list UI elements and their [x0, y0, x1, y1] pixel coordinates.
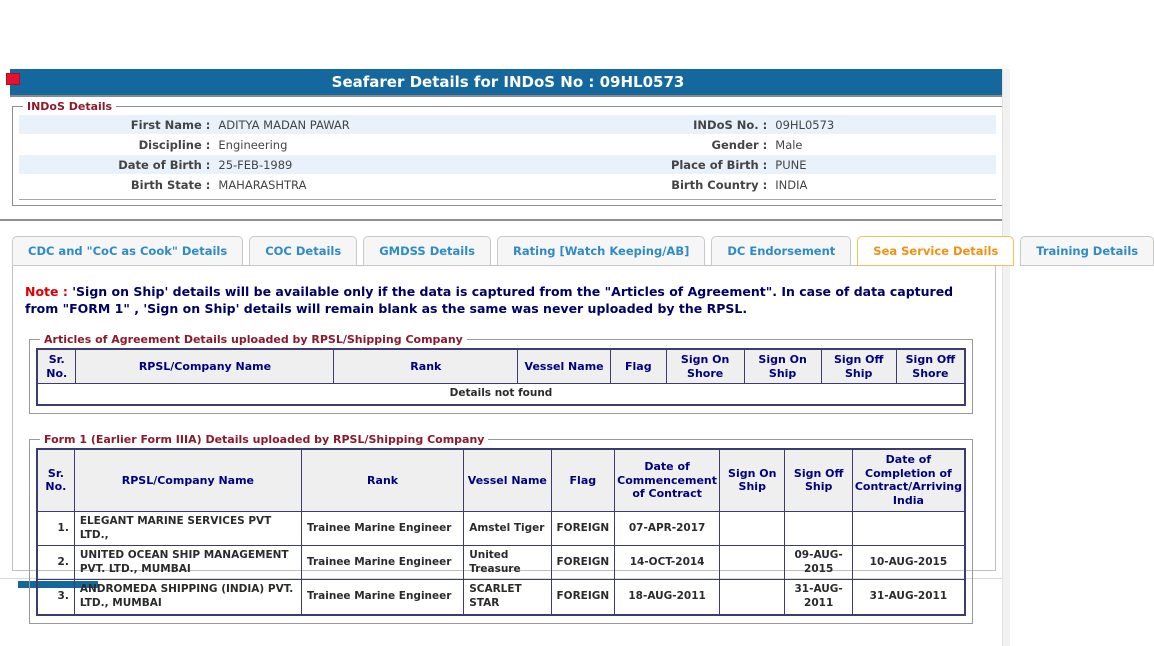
column-header: Sign Off Ship [785, 449, 852, 512]
column-header: Sign On Ship [720, 449, 785, 512]
tab-gmdss-details[interactable]: GMDSS Details [363, 236, 491, 266]
tab-cdc-coc-cook-details[interactable]: CDC and "CoC as Cook" Details [12, 236, 243, 266]
indos-row [19, 155, 996, 174]
cell-sign-off-ship: 09-AUG-2015 [785, 546, 852, 580]
cell-commencement: 07-APR-2017 [615, 511, 720, 545]
indos-details-legend: INDoS Details [27, 100, 113, 113]
cell-sign-on-ship [720, 546, 785, 580]
sea-service-details-panel [12, 265, 996, 610]
table-row [37, 546, 965, 580]
field-value: 25-FEB-1989 [214, 155, 585, 174]
cell-sign-on-ship [720, 511, 785, 545]
column-header: Vessel Name [518, 349, 611, 384]
vertical-scrollbar[interactable] [1002, 69, 1010, 646]
column-header: Flag [610, 349, 666, 384]
column-header: Rank [334, 349, 518, 384]
indos-bottom-divider [19, 199, 996, 200]
indos-details-table [19, 114, 996, 195]
cell-company: ANDROMEDA SHIPPING (INDIA) PVT. LTD., MUMBAI [74, 580, 301, 615]
field-label: Birth State : [130, 177, 211, 192]
articles-header-row [37, 349, 965, 384]
articles-legend: Articles of Agreement Details uploaded by RPSL/Shipping Company [44, 332, 463, 346]
cell-sign-on-ship [720, 580, 785, 615]
cell-sr-no: 2. [37, 546, 74, 580]
indos-details-section [12, 100, 1003, 206]
field-value: 09HL0573 [771, 115, 996, 134]
column-header: Sign Off Ship [821, 349, 896, 384]
tab-training-details[interactable]: Training Details [1020, 236, 1154, 266]
note-text [25, 284, 983, 318]
field-label: Date of Birth : [19, 155, 214, 174]
column-header: Sr. No. [37, 349, 76, 384]
cell-completion: 10-AUG-2015 [852, 546, 965, 580]
cell-sr-no: 3. [37, 580, 74, 615]
cell-vessel: United Treasure [464, 546, 551, 580]
cell-flag: FOREIGN [551, 511, 615, 545]
cell-commencement: 14-OCT-2014 [615, 546, 720, 580]
field-label: Birth Country : [671, 177, 768, 192]
page-title: Seafarer Details for INDoS No : 09HL0573 [10, 69, 1006, 95]
tab-coc-details[interactable]: COC Details [249, 236, 357, 266]
cell-company: ELEGANT MARINE SERVICES PVT LTD., [74, 511, 301, 545]
field-value: ADITYA MADAN PAWAR [214, 115, 585, 134]
column-header: Sr. No. [37, 449, 74, 512]
cell-sign-off-ship [785, 511, 852, 545]
field-label: INDoS No. : [586, 115, 772, 134]
tab-dc-endorsement[interactable]: DC Endorsement [711, 236, 851, 266]
tab-rating-watch-keeping-ab[interactable]: Rating [Watch Keeping/AB] [497, 236, 705, 266]
note-body: 'Sign on Ship' details will be available only if the data is captured from the "Articles of Agreement". In case of data captured from "FORM 1" , 'Sign on Ship' details will remain blank as the same was never uploaded by the RPSL. [25, 284, 954, 316]
cell-sign-off-ship: 31-AUG-2011 [785, 580, 852, 615]
column-header: Date of Commencement of Contract [615, 449, 720, 512]
column-header: Flag [551, 449, 615, 512]
cell-completion: 31-AUG-2011 [852, 580, 965, 615]
field-label: Gender : [711, 137, 768, 152]
cell-vessel: SCARLET STAR [464, 580, 551, 615]
tab-sea-service-details[interactable]: Sea Service Details [857, 236, 1014, 266]
details-not-found-message: Details not found [37, 384, 965, 405]
column-header: Rank [301, 449, 463, 512]
field-value: MAHARASHTRA [218, 177, 307, 192]
field-value: PUNE [771, 155, 996, 174]
header-shadow [10, 95, 1006, 97]
cell-rank: Trainee Marine Engineer [301, 511, 463, 545]
indos-row [19, 175, 996, 194]
cell-company: UNITED OCEAN SHIP MANAGEMENT PVT. LTD., MUMBAI [74, 546, 301, 580]
section-divider [0, 219, 1010, 221]
tab-bar [12, 236, 1139, 265]
form1-section [29, 433, 973, 624]
articles-table [36, 348, 966, 406]
column-header: RPSL/Company Name [74, 449, 301, 512]
cell-sr-no: 1. [37, 511, 74, 545]
table-row [37, 580, 965, 615]
indos-row [19, 115, 996, 134]
table-row [37, 511, 965, 545]
cell-rank: Trainee Marine Engineer [301, 546, 463, 580]
form1-legend: Form 1 (Earlier Form IIIA) Details uploaded by RPSL/Shipping Company [44, 432, 485, 446]
cell-commencement: 18-AUG-2011 [615, 580, 720, 615]
field-value: Engineering [218, 137, 288, 152]
cell-rank: Trainee Marine Engineer [301, 580, 463, 615]
column-header: Sign On Ship [744, 349, 821, 384]
cell-flag: FOREIGN [551, 546, 615, 580]
column-header: Sign Off Shore [896, 349, 965, 384]
indos-row [19, 135, 996, 154]
column-header: Vessel Name [464, 449, 551, 512]
column-header: Sign On Shore [666, 349, 744, 384]
articles-empty-row [37, 384, 965, 405]
field-value: INDIA [775, 177, 808, 192]
red-marker-icon [6, 73, 20, 85]
form1-header-row [37, 449, 965, 512]
column-header: Date of Completion of Contract/Arriving India [852, 449, 965, 512]
field-label: Discipline : [138, 137, 211, 152]
note-prefix: Note : [25, 284, 68, 299]
form1-table [36, 448, 966, 616]
column-header: RPSL/Company Name [76, 349, 334, 384]
cell-completion [852, 511, 965, 545]
cell-vessel: Amstel Tiger [464, 511, 551, 545]
articles-of-agreement-section [29, 333, 973, 414]
field-label: First Name : [19, 115, 214, 134]
cell-flag: FOREIGN [551, 580, 615, 615]
field-label: Place of Birth : [586, 155, 772, 174]
field-value: Male [775, 137, 803, 152]
